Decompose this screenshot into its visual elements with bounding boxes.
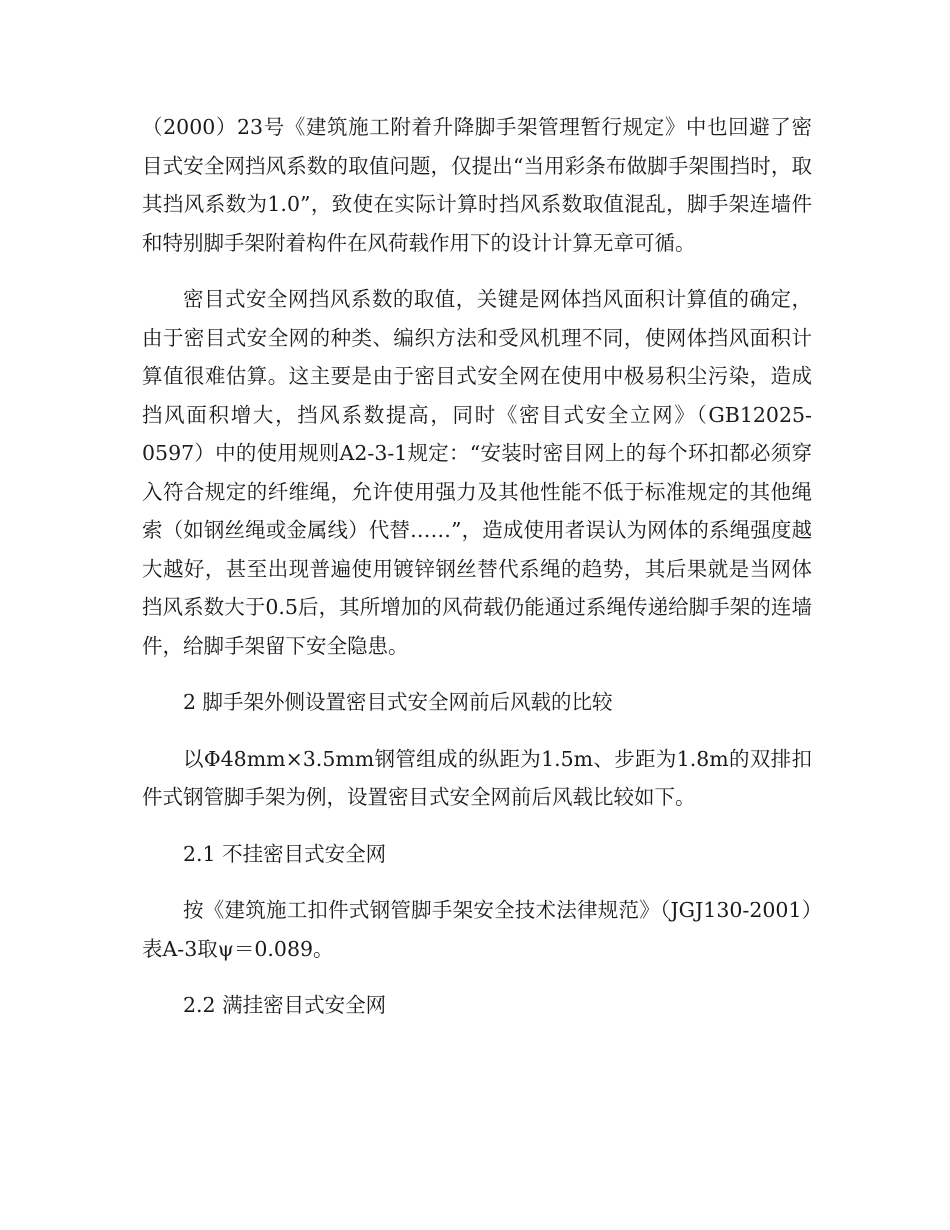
section-heading-2-2: 2.2 满挂密目式安全网 xyxy=(183,993,387,1017)
paragraph-4: 按《建筑施工扣件式钢管脚手架安全技术法律规范》（JGJ130-2001）表A-3取ψ＝0.089。 xyxy=(142,898,812,961)
section-heading-2-1: 2.1 不挂密目式安全网 xyxy=(183,841,387,866)
paragraph-1: （2000）23号《建筑施工附着升降脚手架管理暂行规定》中也回避了密目式安全网挡风系数的取值问题，仅提出“当用彩条布做脚手架围挡时，取其挡风系数为1.0”，致使在实际计算时挡风系数取值混乱，脚手架连墙件和特别脚手架附着构件在风荷载作用下的设计计算无章可循。 xyxy=(142,115,812,255)
paragraph-2: 密目式安全网挡风系数的取值，关键是网体挡风面积计算值的确定，由于密目式安全网的种类、编织方法和受风机理不同，使网体挡风面积计算值很难估算。这主要是由于密目式安全网在使用中极易积尘污染，造成挡风面积增大，挡风系数提高，同时《密目式安全立网》（GB12025-0597）中的使用规则A2-3-1规定：“安装时密目网上的每个环扣都必须穿入符合规定的纤维绳，允许使用强力及其他性能不低于标准规定的其他绳索（如钢丝绳或金属线）代替……”，造成使用者误认为网体的系绳强度越大越好，甚至出现普遍使用镀锌钢丝替代系绳的趋势，其后果就是当网体挡风系数大于0.5后，其所增加的风荷载仍能通过系绳传递给脚手架的连墙件，给脚手架留下安全隐患。 xyxy=(142,287,812,658)
document-body xyxy=(142,108,812,1043)
paragraph-3: 以Φ48mm×3.5mm钢管组成的纵距为1.5m、步距为1.8m的双排扣件式钢管脚手架为例，设置密目式安全网前后风载比较如下。 xyxy=(142,746,812,809)
section-heading-2: 2 脚手架外侧设置密目式安全网前后风载的比较 xyxy=(183,690,613,714)
